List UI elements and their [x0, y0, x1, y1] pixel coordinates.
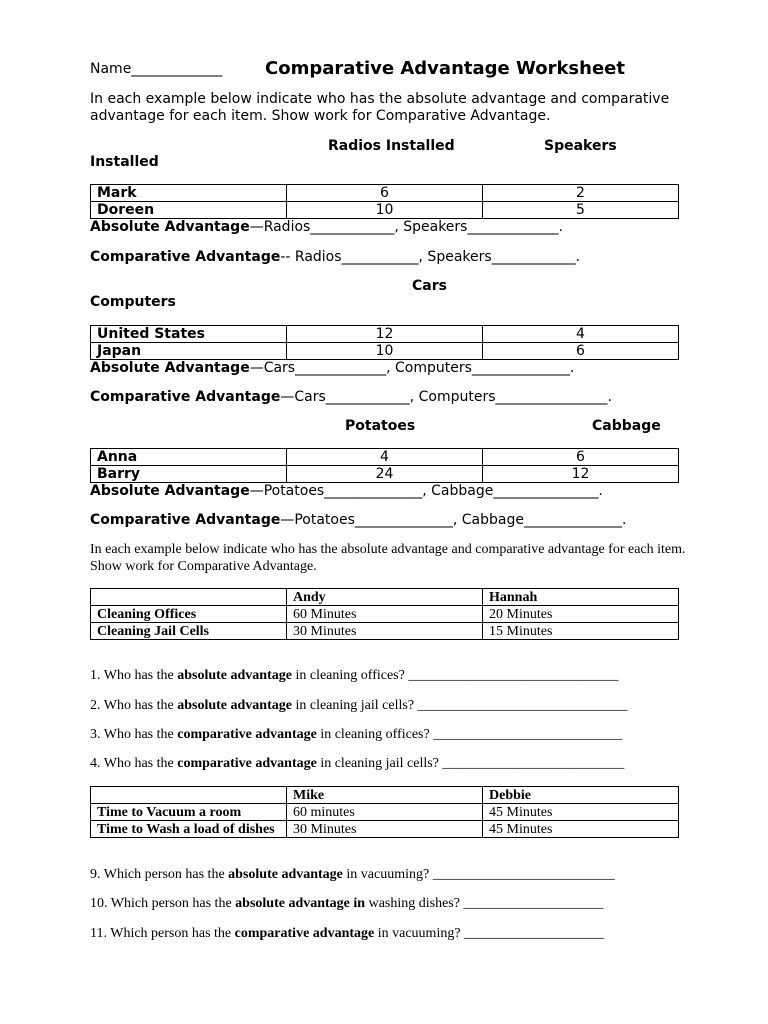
row-name: Cleaning Jail Cells — [91, 623, 287, 640]
example2-col2-header: Computers — [90, 294, 176, 310]
cell-value: 10 — [287, 202, 483, 219]
answer-blanks: —Potatoes______________, Cabbage______________. — [280, 512, 627, 528]
question-emphasis: absolute advantage — [177, 668, 292, 683]
question-text: 1. Who has the — [90, 668, 178, 683]
question-10 — [90, 896, 603, 912]
question-emphasis: comparative advantage — [177, 727, 317, 742]
cell-value: 6 — [483, 449, 679, 466]
question-3 — [90, 727, 622, 743]
question-text: in cleaning jail cells? ______________________________ — [291, 698, 628, 713]
answer-blanks: —Cars_____________, Computers______________. — [249, 360, 575, 376]
cleaning-times-table — [90, 588, 679, 640]
table-row — [91, 343, 679, 360]
question-emphasis: absolute advantage — [228, 867, 343, 882]
page-title: Comparative Advantage Worksheet — [265, 58, 625, 79]
question-1 — [90, 668, 618, 684]
question-9 — [90, 867, 615, 883]
example2-absolute-line — [90, 360, 574, 376]
question-text: 4. Who has the — [90, 756, 178, 771]
table-row — [91, 466, 679, 483]
table-row — [91, 449, 679, 466]
row-name: Cleaning Offices — [91, 606, 287, 623]
label: Comparative Advantage — [90, 389, 281, 405]
cell-value: 24 — [287, 466, 483, 483]
cell-value: 2 — [483, 185, 679, 202]
cell-value: 5 — [483, 202, 679, 219]
question-text: 11. Which person has the — [90, 926, 235, 941]
label: Comparative Advantage — [90, 249, 281, 265]
answer-blanks: —Radios____________, Speakers_____________. — [249, 219, 563, 235]
question-text: in cleaning jail cells? __________________________ — [316, 756, 625, 771]
label: Absolute Advantage — [90, 360, 250, 376]
question-text: 2. Who has the — [90, 698, 178, 713]
label: Absolute Advantage — [90, 219, 250, 235]
cell-value: 6 — [287, 185, 483, 202]
example1-comparative-line — [90, 249, 580, 265]
instructions-part2: In each example below indicate who has the absolute advantage and comparative advantage for each item. Show work for Comparative Advantage. — [90, 542, 686, 574]
header-cell: Andy — [287, 589, 483, 606]
question-text: in vacuuming? ____________________ — [374, 926, 605, 941]
cell-value: 30 Minutes — [287, 623, 483, 640]
example1-col2-header-cont: Installed — [90, 154, 159, 170]
question-text: 3. Who has the — [90, 727, 178, 742]
table-row — [91, 623, 679, 640]
cell-value: 15 Minutes — [483, 623, 679, 640]
example1-table — [90, 184, 679, 219]
row-name: Mark — [91, 185, 287, 202]
example3-col1-header: Potatoes — [345, 418, 416, 434]
cell-value: 45 Minutes — [483, 821, 679, 838]
example3-absolute-line — [90, 483, 603, 499]
table-header-row — [91, 589, 679, 606]
example2-comparative-line — [90, 389, 612, 405]
question-emphasis: comparative advantage — [177, 756, 317, 771]
question-emphasis: absolute advantage in — [235, 896, 366, 911]
cell-value: 20 Minutes — [483, 606, 679, 623]
cell-value: 60 Minutes — [287, 606, 483, 623]
header-cell: Debbie — [483, 787, 679, 804]
instructions-part1: In each example below indicate who has the absolute advantage and comparative advantage for each item. Show work for Comparative Advantage. — [90, 91, 670, 124]
row-name: United States — [91, 326, 287, 343]
question-11 — [90, 926, 604, 942]
label: Comparative Advantage — [90, 512, 281, 528]
name-field-label: Name_____________ — [90, 61, 223, 77]
question-text: in vacuuming? __________________________ — [342, 867, 615, 882]
row-name: Japan — [91, 343, 287, 360]
question-emphasis: comparative advantage — [234, 926, 375, 941]
cell-value: 4 — [483, 326, 679, 343]
question-2 — [90, 698, 628, 714]
row-name: Time to Vacuum a room — [91, 804, 287, 821]
cell-value: 30 Minutes — [287, 821, 483, 838]
chore-times-table — [90, 786, 679, 838]
example3-table — [90, 448, 679, 483]
table-row — [91, 326, 679, 343]
question-text: 9. Which person has the — [90, 867, 229, 882]
question-text: in cleaning offices? ___________________________ — [316, 727, 623, 742]
question-4 — [90, 756, 624, 772]
table-row — [91, 202, 679, 219]
example2-table — [90, 325, 679, 360]
question-text: washing dishes? ____________________ — [365, 896, 604, 911]
table-row — [91, 606, 679, 623]
cell-value: 45 Minutes — [483, 804, 679, 821]
header-cell — [91, 787, 287, 804]
table-row — [91, 821, 679, 838]
row-name: Time to Wash a load of dishes — [91, 821, 287, 838]
question-text: in cleaning offices? ______________________________ — [291, 668, 619, 683]
cell-value: 10 — [287, 343, 483, 360]
cell-value: 6 — [483, 343, 679, 360]
cell-value: 12 — [287, 326, 483, 343]
answer-blanks: —Potatoes______________, Cabbage_______________. — [249, 483, 603, 499]
question-text: 10. Which person has the — [90, 896, 236, 911]
example3-col2-header: Cabbage — [592, 418, 661, 434]
question-emphasis: absolute advantage — [177, 698, 292, 713]
example3-comparative-line — [90, 512, 626, 528]
example1-absolute-line — [90, 219, 563, 235]
cell-value: 4 — [287, 449, 483, 466]
row-name: Doreen — [91, 202, 287, 219]
row-name: Barry — [91, 466, 287, 483]
label: Absolute Advantage — [90, 483, 250, 499]
header-cell: Mike — [287, 787, 483, 804]
example2-col1-header: Cars — [412, 278, 447, 294]
answer-blanks: —Cars____________, Computers________________. — [280, 389, 612, 405]
answer-blanks: -- Radios___________, Speakers____________. — [280, 249, 581, 265]
example1-col2-header: Speakers — [544, 138, 617, 154]
table-header-row — [91, 787, 679, 804]
cell-value: 60 minutes — [287, 804, 483, 821]
cell-value: 12 — [483, 466, 679, 483]
table-row — [91, 804, 679, 821]
row-name: Anna — [91, 449, 287, 466]
table-row — [91, 185, 679, 202]
header-cell: Hannah — [483, 589, 679, 606]
header-cell — [91, 589, 287, 606]
example1-col1-header: Radios Installed — [328, 138, 455, 154]
